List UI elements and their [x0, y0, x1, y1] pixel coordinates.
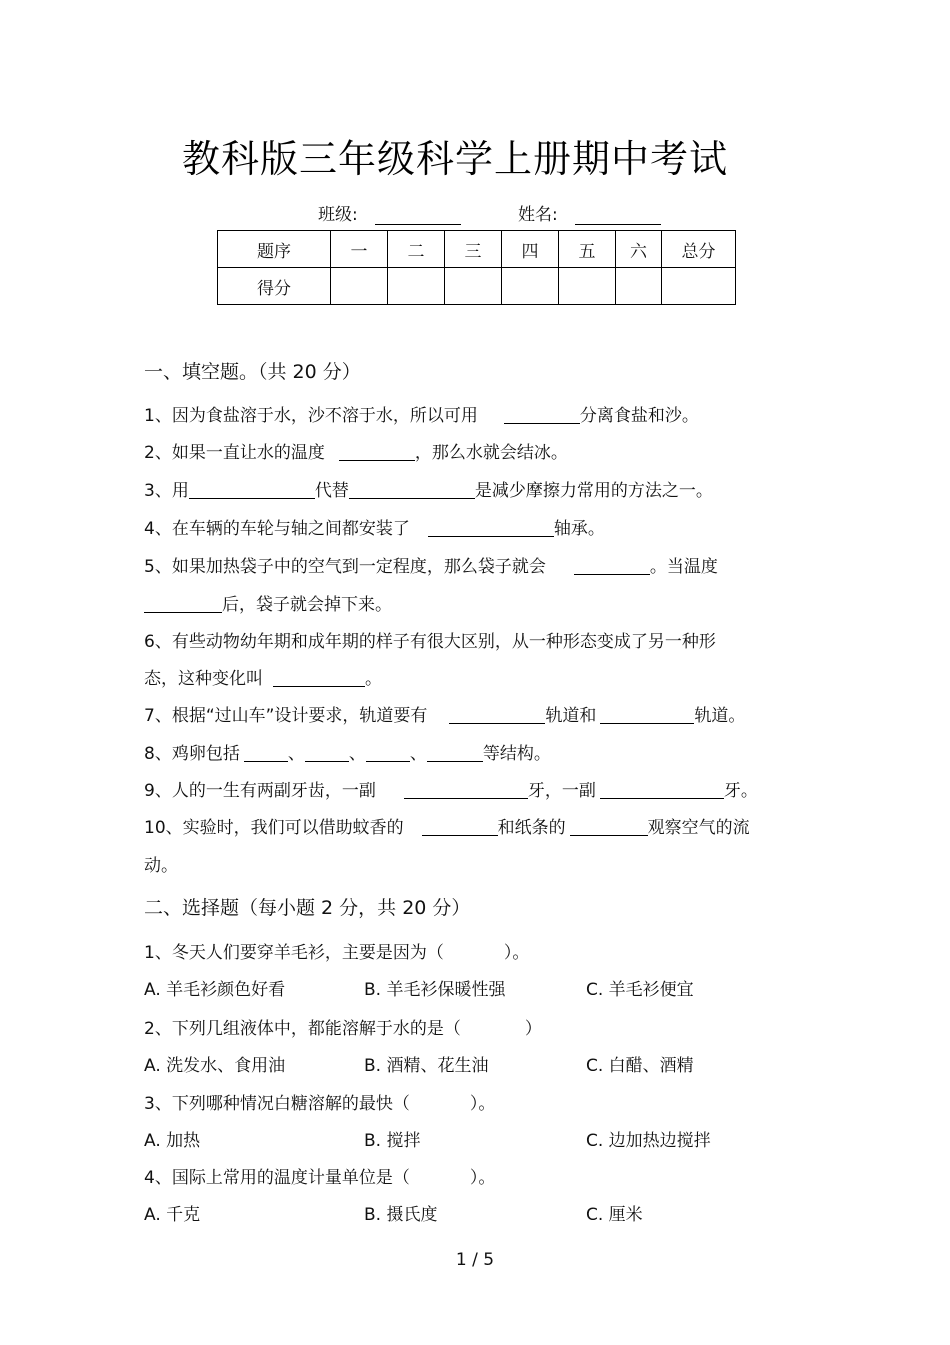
choice-option-c[interactable]: C. 白醋、酒精	[586, 1056, 694, 1076]
q8-separator: 、	[409, 744, 427, 764]
q5-text-b: 。当温度	[649, 557, 718, 577]
choice-option-c[interactable]: C. 羊毛衫便宜	[586, 980, 694, 1000]
choice-option-b[interactable]: B. 搅拌	[364, 1131, 421, 1151]
question-stem: 1、冬天人们要穿羊毛衫，主要是因为（	[144, 943, 444, 963]
fill-question-2	[144, 438, 568, 463]
name-blank[interactable]	[575, 206, 661, 225]
question-stem-end: ）。	[503, 943, 530, 963]
score-cell[interactable]	[445, 268, 502, 305]
class-blank[interactable]	[375, 206, 461, 225]
q10-text-c: 观察空气的流	[647, 818, 750, 838]
score-cell[interactable]	[388, 268, 445, 305]
answer-blank[interactable]	[244, 744, 288, 762]
answer-blank[interactable]	[273, 669, 365, 687]
q7-text-a: 7、根据“过山车”设计要求，轨道要有	[144, 706, 428, 726]
score-cell[interactable]	[616, 268, 662, 305]
class-label: 班级:	[318, 205, 358, 225]
q1-text-b: 分离食盐和沙。	[579, 406, 699, 426]
score-header-cell: 一	[331, 231, 388, 268]
choice-option-a[interactable]: A. 加热	[144, 1131, 201, 1151]
q10-text-b: 和纸条的	[497, 818, 566, 838]
question-stem-end: ）	[524, 1019, 542, 1039]
score-table-header-row	[218, 231, 736, 268]
choice-option-c[interactable]: C. 厘米	[586, 1205, 643, 1225]
choice-option-b[interactable]: B. 摄氏度	[364, 1205, 438, 1225]
q6-text-c: 。	[365, 669, 382, 689]
choice-question-3-stem	[144, 1089, 495, 1114]
q6-text-b: 态，这种变化叫	[144, 669, 263, 689]
fill-question-6-cont	[144, 664, 382, 689]
answer-blank[interactable]	[366, 744, 410, 762]
name-label: 姓名:	[518, 205, 558, 225]
q2-text-a: 2、如果一直让水的温度	[144, 443, 325, 463]
fill-question-7	[144, 701, 745, 726]
choice-question-4-stem	[144, 1163, 495, 1188]
choice-option-b[interactable]: B. 酒精、花生油	[364, 1056, 489, 1076]
page-title: 教科版三年级科学上册期中考试	[181, 137, 728, 181]
q9-text-c: 牙。	[723, 781, 758, 801]
choice-option-b[interactable]: B. 羊毛衫保暖性强	[364, 980, 506, 1000]
fill-question-1	[144, 401, 699, 426]
score-header-cell: 总分	[662, 231, 736, 268]
answer-blank[interactable]	[574, 557, 650, 575]
score-header-cell: 四	[502, 231, 559, 268]
score-table-score-row	[218, 268, 736, 305]
score-cell[interactable]	[662, 268, 736, 305]
choice-option-a[interactable]: A. 千克	[144, 1205, 201, 1225]
q8-text-a: 8、鸡卵包括	[144, 744, 240, 764]
question-stem: 4、国际上常用的温度计量单位是（	[144, 1168, 410, 1188]
fill-question-10	[144, 813, 750, 838]
score-header-cell: 三	[445, 231, 502, 268]
answer-blank[interactable]	[600, 781, 724, 799]
section1-heading: 一、填空题。（共 20 分）	[144, 361, 361, 383]
q3-text-a: 3、用	[144, 481, 189, 501]
fill-question-6	[144, 627, 716, 652]
q9-text-a: 9、人的一生有两副牙齿，一副	[144, 781, 376, 801]
page-number: 1 / 5	[455, 1250, 495, 1270]
answer-blank[interactable]	[339, 443, 415, 461]
answer-blank[interactable]	[144, 595, 222, 613]
answer-blank[interactable]	[189, 481, 315, 499]
answer-blank[interactable]	[422, 818, 498, 836]
question-stem: 3、下列哪种情况白糖溶解的最快（	[144, 1094, 410, 1114]
q4-text-b: 轴承。	[553, 519, 605, 539]
q10-text-a: 10、实验时，我们可以借助蚊香的	[144, 818, 404, 838]
name-field	[518, 200, 661, 225]
score-cell[interactable]	[559, 268, 616, 305]
q2-text-b: ，那么水就会结冰。	[414, 443, 568, 463]
answer-blank[interactable]	[404, 781, 528, 799]
answer-blank[interactable]	[427, 744, 483, 762]
choice-question-2-stem	[144, 1014, 542, 1039]
answer-blank[interactable]	[570, 818, 648, 836]
fill-question-5	[144, 552, 718, 577]
answer-blank[interactable]	[600, 706, 694, 724]
score-header-cell: 二	[388, 231, 445, 268]
fill-question-9	[144, 776, 758, 801]
choice-question-1-stem	[144, 938, 529, 963]
answer-blank[interactable]	[349, 481, 475, 499]
score-header-cell: 六	[616, 231, 662, 268]
answer-blank[interactable]	[449, 706, 545, 724]
q5-text-c: 后，袋子就会掉下来。	[222, 595, 392, 615]
q8-separator: 、	[348, 744, 366, 764]
fill-question-5-cont	[144, 590, 392, 615]
q5-text-a: 5、如果加热袋子中的空气到一定程度，那么袋子就会	[144, 557, 546, 577]
q7-text-b: 轨道和	[545, 706, 597, 726]
answer-blank[interactable]	[428, 519, 554, 537]
question-stem-end: ）。	[469, 1168, 496, 1188]
question-stem: 2、下列几组液体中，都能溶解于水的是（	[144, 1019, 461, 1039]
fill-question-3	[144, 476, 713, 501]
q3-text-c: 是减少摩擦力常用的方法之一。	[474, 481, 713, 501]
score-header-cell: 题序	[218, 231, 331, 268]
q1-text-a: 1、因为食盐溶于水，沙不溶于水，所以可用	[144, 406, 478, 426]
choice-option-a[interactable]: A. 羊毛衫颜色好看	[144, 980, 286, 1000]
answer-blank[interactable]	[504, 406, 580, 424]
fill-question-8	[144, 739, 551, 764]
question-stem-end: ）。	[469, 1094, 496, 1114]
answer-blank[interactable]	[305, 744, 349, 762]
choice-option-a[interactable]: A. 洗发水、食用油	[144, 1056, 286, 1076]
score-row-label: 得分	[218, 268, 331, 305]
score-cell[interactable]	[331, 268, 388, 305]
q7-text-c: 轨道。	[694, 706, 746, 726]
score-table	[217, 230, 736, 305]
section2-heading: 二、选择题（每小题 2 分，共 20 分）	[144, 897, 471, 919]
q3-text-b: 代替	[314, 481, 349, 501]
fill-question-4	[144, 514, 605, 539]
fill-question-10-cont	[144, 851, 178, 876]
q8-text-b: 等结构。	[482, 744, 551, 764]
q10-text-d: 动。	[144, 856, 178, 876]
score-header-cell: 五	[559, 231, 616, 268]
q4-text-a: 4、在车辆的车轮与轴之间都安装了	[144, 519, 410, 539]
class-field	[318, 200, 461, 225]
choice-option-c[interactable]: C. 边加热边搅拌	[586, 1131, 711, 1151]
q8-separator: 、	[287, 744, 305, 764]
q6-text-a: 6、有些动物幼年期和成年期的样子有很大区别，从一种形态变成了另一种形	[144, 632, 716, 652]
score-cell[interactable]	[502, 268, 559, 305]
q9-text-b: 牙，一副	[527, 781, 596, 801]
